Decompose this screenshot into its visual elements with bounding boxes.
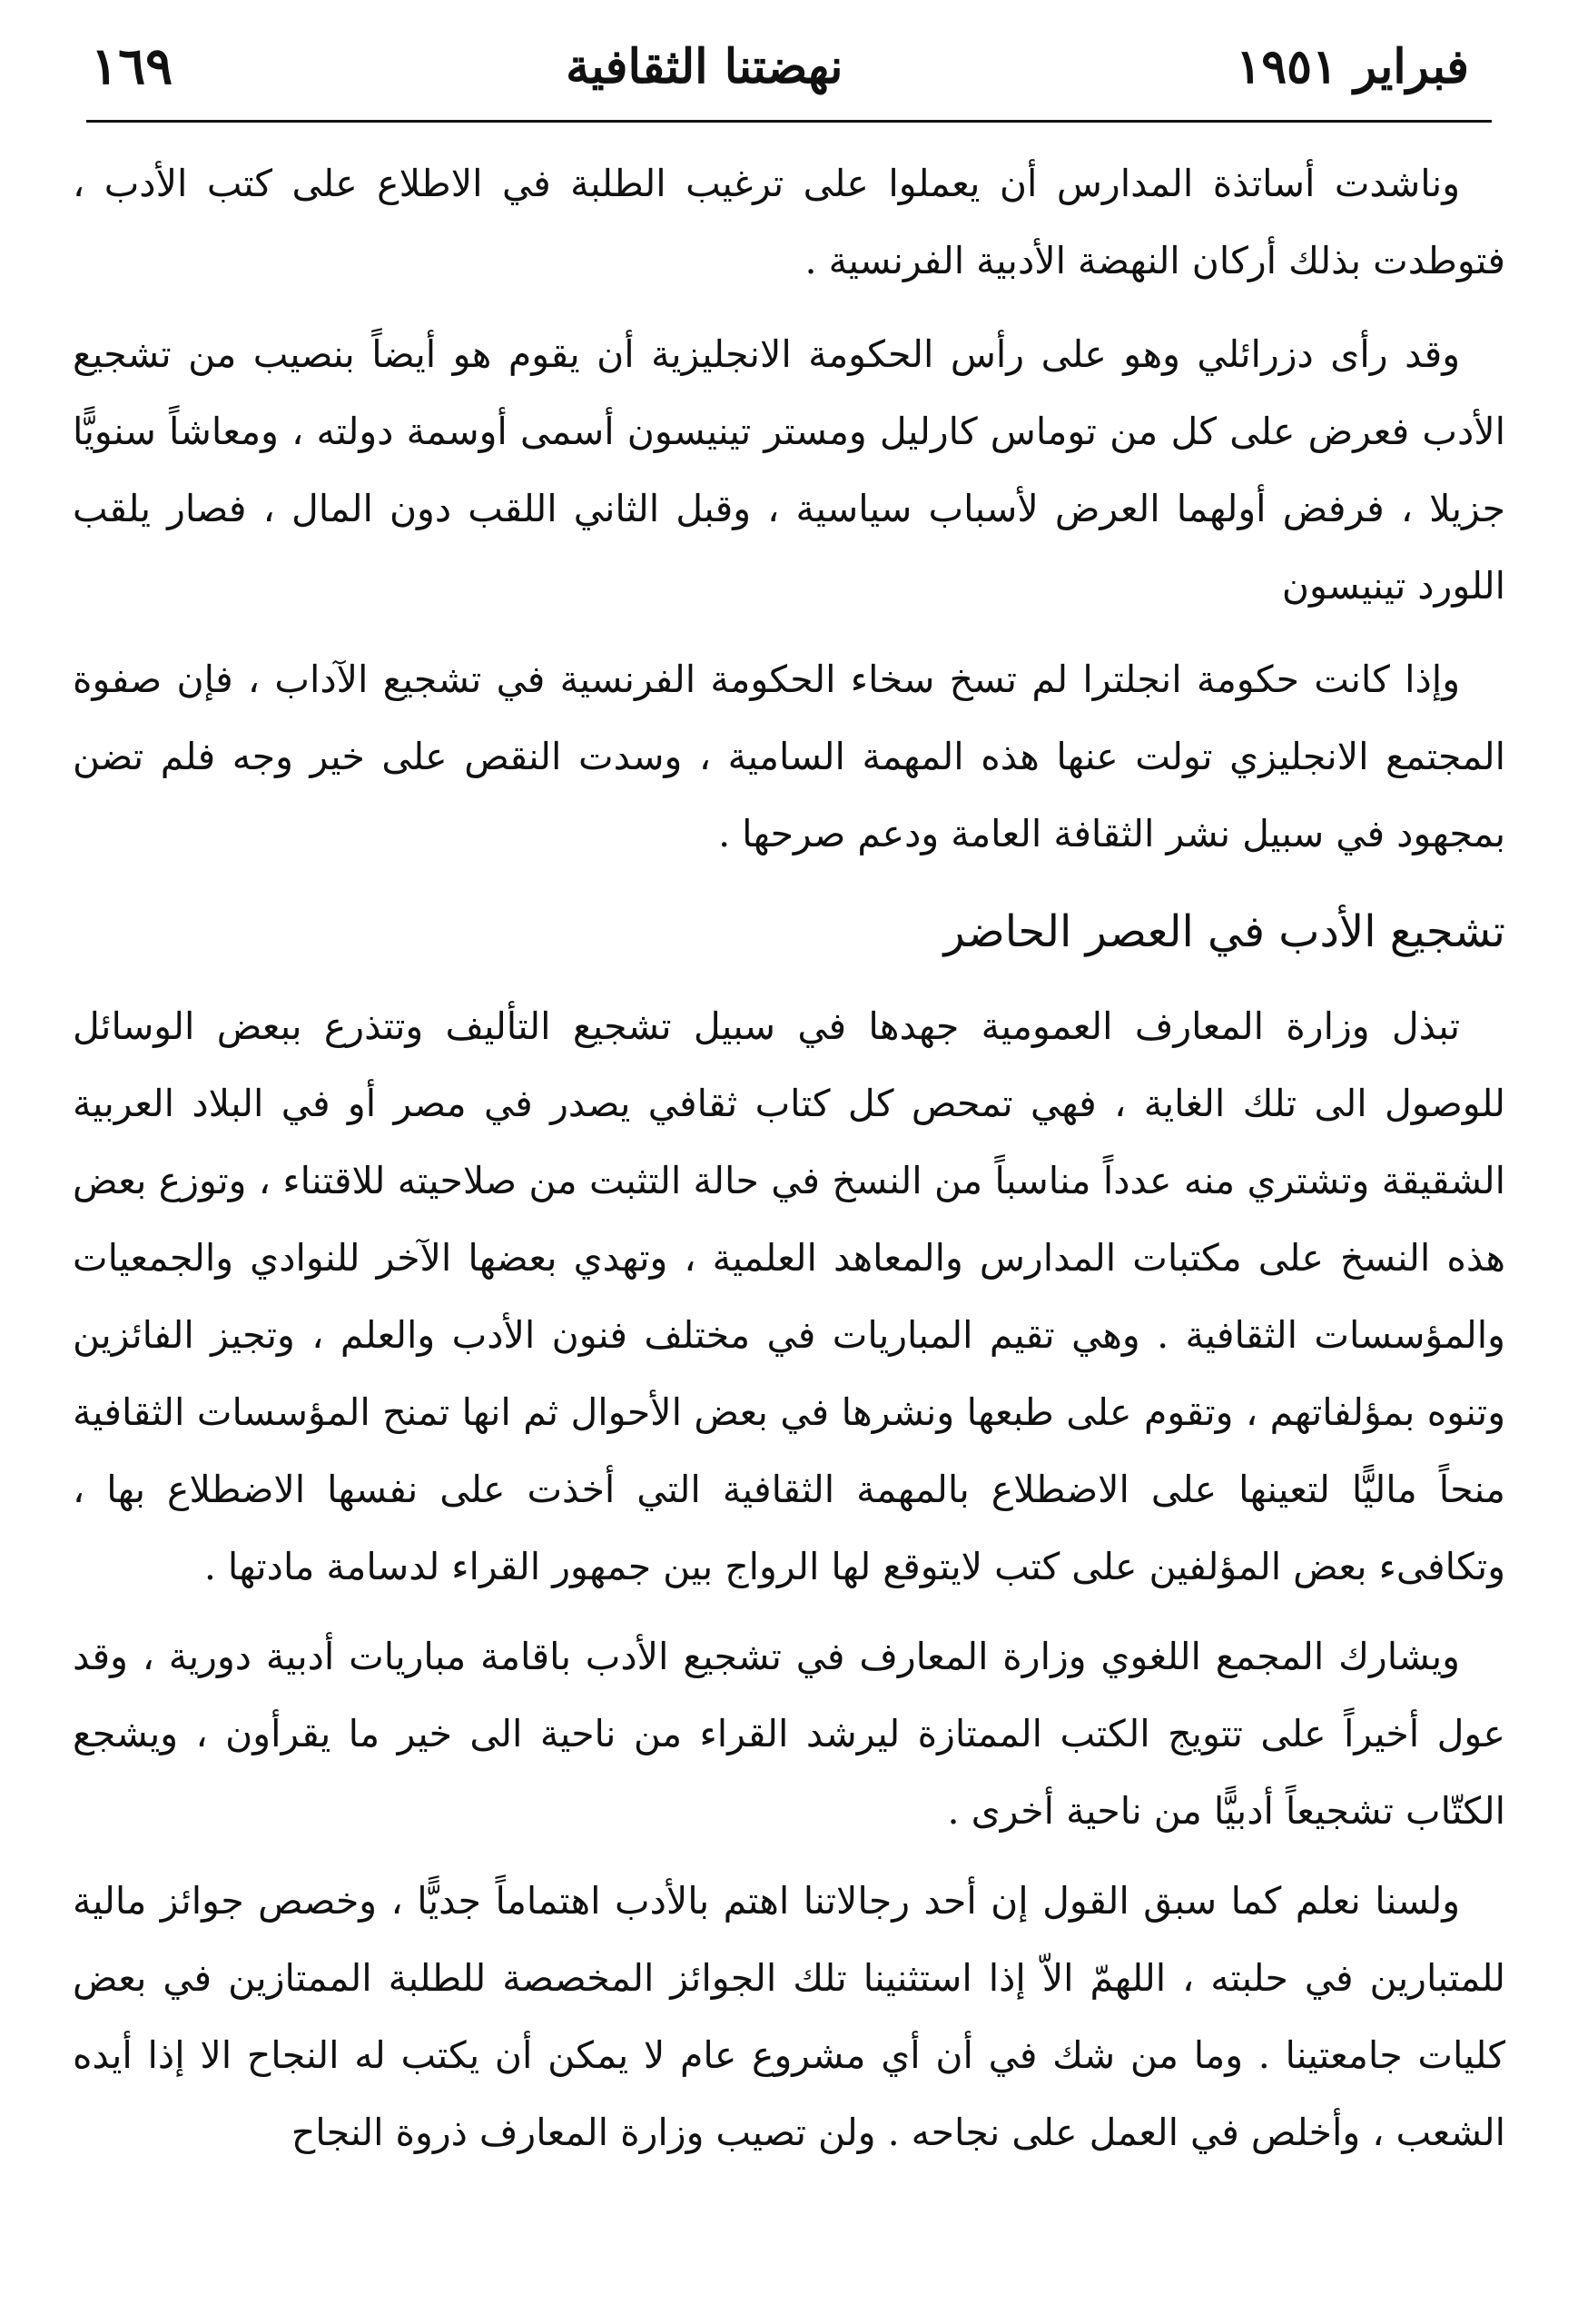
page-number: ١٦٩ — [91, 36, 173, 96]
header-rule — [86, 120, 1492, 123]
header-title: نهضتنا الثقافية — [566, 38, 843, 94]
paragraph: ويشارك المجمع اللغوي وزارة المعارف في تشجيع الأدب باقامة مباريات أدبية دورية ، وقد عول أخيراً على تتويج الكتب الممتازة ليرشد القراء من ناحية الى خير ما يقرأون ، ويشجع الكتّاب تشجيعاً أدبيًّا من ناحية أخرى . — [73, 1635, 1505, 1833]
paragraph: تبذل وزارة المعارف العمومية جهدها في سبيل تشجيع التأليف وتتذرع ببعض الوسائل للوصول الى تلك الغاية ، فهي تمحص كل كتاب ثقافي يصدر في مصر أو في البلاد العربية الشقيقة وتشتري منه عدداً مناسباً من النسخ في حالة التثبت من صلاحيته للاقتناء ، وتوزع بعض هذه النسخ على مكتبات المدارس والمعاهد العلمية ، وتهدي بعضها الآخر للنوادي والجمعيات والمؤسسات الثقافية . وهي تقيم المباريات في مختلف فنون الأدب والعلم ، وتجيز الفائزين وتنوه بمؤلفاتهم ، وتقوم على طبعها ونشرها في بعض الأحوال ثم انها تمنح المؤسسات الثقافية منحاً ماليًّا لتعينها على الاضطلاع بالمهمة الثقافية التي أخذت على نفسها الاضطلاع بها ، وتكافىء بعض المؤلفين على كتب لايتوقع لها الرواج بين جمهور القراء لدسامة مادتها . — [73, 1004, 1505, 1588]
paragraph: وقد رأى دزرائلي وهو على رأس الحكومة الانجليزية أن يقوم هو أيضاً بنصيب من تشجيع الأدب فعرض على كل من توماس كارليل ومستر تينيسون أسمى أوسمة دولته ، ومعاشاً سنويًّا جزيلا ، فرفض أولهما العرض لأسباب سياسية ، وقبل الثاني اللقب دون المال ، فصار يلقب اللورد تينيسون — [73, 332, 1505, 608]
paragraph: وناشدت أساتذة المدارس أن يعملوا على ترغيب الطلبة في الاطلاع على كتب الأدب ، فتوطدت بذلك أركان النهضة الأدبية الفرنسية . — [73, 162, 1505, 282]
article-body — [73, 145, 1505, 2184]
section-heading: تشجيع الأدب في العصر الحاضر — [943, 906, 1505, 957]
paragraph: ولسنا نعلم كما سبق القول إن أحد رجالاتنا اهتم بالأدب اهتماماً جديًّا ، وخصص جوائز مالية للمتبارين في حلبته ، اللهمّ الاّ إذا استثنينا تلك الجوائز المخصصة للطلبة الممتازين في بعض كليات جامعتينا . وما من شك في أن أي مشروع عام لا يمكن أن يكتب له النجاح الا إذا أيده الشعب ، وأخلص في العمل على نجاحه . ولن تصيب وزارة المعارف ذروة النجاح — [73, 1879, 1505, 2154]
paragraph: وإذا كانت حكومة انجلترا لم تسخ سخاء الحكومة الفرنسية في تشجيع الآداب ، فإن صفوة المجتمع الانجليزي تولت عنها هذه المهمة السامية ، وسدت النقص على خير وجه فلم تضن بمجهود في سبيل نشر الثقافة العامة ودعم صرحها . — [73, 658, 1505, 855]
header-date: فبراير ١٩٥١ — [1236, 38, 1469, 94]
page-header — [91, 25, 1469, 107]
